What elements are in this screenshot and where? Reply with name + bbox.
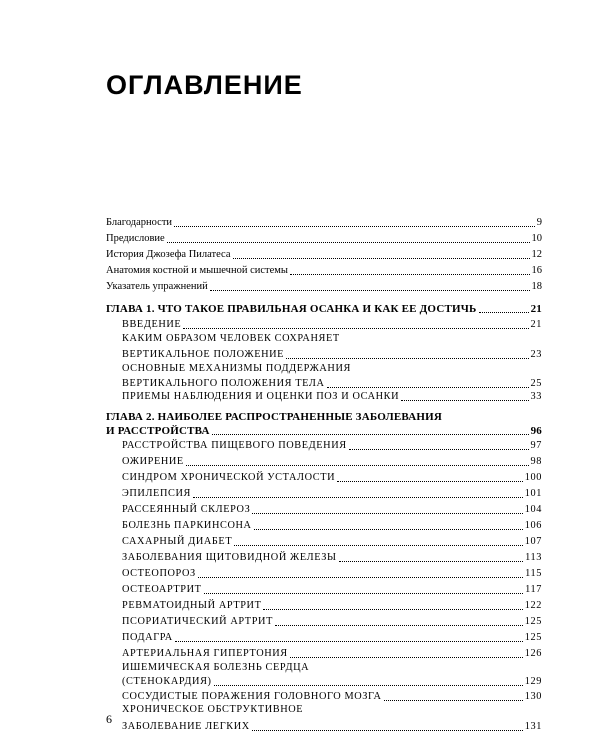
toc-section[interactable]: [122, 581, 542, 597]
chapter-title: И РАССТРОЙСТВА: [106, 425, 210, 437]
toc-section[interactable]: [122, 501, 542, 517]
toc-section-title: ПОДАГРА: [122, 632, 173, 643]
toc-page-number: 10: [531, 233, 542, 244]
page-title: ОГЛАВЛЕНИЕ: [106, 70, 303, 100]
leader-dots: [286, 357, 528, 359]
leader-dots: [275, 624, 523, 626]
leader-dots: [234, 544, 523, 546]
toc-entry-exercise-index[interactable]: [106, 278, 542, 294]
toc-page-number: 117: [525, 584, 542, 595]
toc-section-title: ОСТЕОАРТРИТ: [122, 584, 202, 595]
toc-section-title: (СТЕНОКАРДИЯ): [122, 676, 212, 687]
leader-dots: [252, 729, 523, 731]
toc-section-title: ОСТЕОПОРОЗ: [122, 568, 196, 579]
toc-page-number: 98: [530, 456, 542, 467]
toc-entry-preface[interactable]: [106, 230, 542, 246]
toc-page-number: 126: [524, 648, 542, 659]
toc-entry-anatomy[interactable]: [106, 262, 542, 278]
toc-section[interactable]: [122, 613, 542, 629]
toc-page-number: 21: [530, 303, 542, 315]
leader-dots: [198, 576, 523, 578]
toc-section-title-line1: ИШЕМИЧЕСКАЯ БОЛЕЗНЬ СЕРДЦА: [122, 662, 310, 673]
toc-section[interactable]: [122, 565, 542, 581]
toc-page-number: 125: [524, 632, 542, 643]
toc-section-title: ЗАБОЛЕВАНИЯ ЩИТОВИДНОЙ ЖЕЛЕЗЫ: [122, 552, 337, 563]
toc-page-number: 122: [524, 600, 542, 611]
leader-dots: [479, 311, 529, 313]
leader-dots: [212, 433, 529, 435]
toc-section-title: ВВЕДЕНИЕ: [122, 319, 182, 330]
toc-section-title: БОЛЕЗНЬ ПАРКИНСОНА: [122, 520, 252, 531]
toc-page-number: 16: [531, 265, 542, 276]
toc-section-title: ОЖИРЕНИЕ: [122, 456, 184, 467]
toc-page-number: 33: [530, 391, 542, 402]
toc-section-title: ПСОРИАТИЧЕСКИЙ АРТРИТ: [122, 616, 273, 627]
toc-section[interactable]: [122, 533, 542, 549]
toc-section[interactable]: [122, 517, 542, 533]
toc-section[interactable]: [122, 688, 542, 704]
toc-section[interactable]: [122, 673, 542, 689]
leader-dots: [174, 225, 535, 227]
toc-entry-history[interactable]: [106, 246, 542, 262]
leader-dots: [214, 684, 523, 686]
toc-section[interactable]: [122, 645, 542, 661]
leader-dots: [384, 699, 523, 701]
toc-page-number: 130: [524, 691, 542, 702]
leader-dots: [254, 528, 523, 530]
toc-section[interactable]: [122, 388, 542, 404]
toc-page-number: 21: [530, 319, 542, 330]
toc-section[interactable]: [122, 629, 542, 645]
toc-section-title: ВЕРТИКАЛЬНОЕ ПОЛОЖЕНИЕ: [122, 349, 285, 360]
toc-page-number: 9: [536, 217, 542, 228]
leader-dots: [252, 512, 522, 514]
toc-page-number: 115: [525, 568, 542, 579]
toc-section-title-line1: ОСНОВНЫЕ МЕХАНИЗМЫ ПОДДЕРЖАНИЯ: [122, 363, 351, 374]
toc-page-number: 100: [524, 472, 542, 483]
chapter-title-line1: ГЛАВА 2. НАИБОЛЕЕ РАСПРОСТРАНЕННЫЕ ЗАБОЛЕВАНИЯ: [106, 411, 443, 423]
leader-dots: [290, 656, 523, 658]
toc-page-number: 131: [524, 721, 542, 732]
leader-dots: [290, 273, 530, 275]
leader-dots: [167, 241, 530, 243]
toc-section[interactable]: [122, 346, 542, 362]
toc-page-number: 25: [530, 378, 542, 389]
page-number: 6: [106, 712, 112, 726]
leader-dots: [193, 496, 523, 498]
toc-page-number: 125: [524, 616, 542, 627]
toc-section-title: РЕВМАТОИДНЫЙ АРТРИТ: [122, 600, 262, 611]
toc-entry-title: Указатель упражнений: [106, 281, 208, 292]
toc-section-title: ПРИЕМЫ НАБЛЮДЕНИЯ И ОЦЕНКИ ПОЗ И ОСАНКИ: [122, 391, 400, 402]
toc-section[interactable]: [122, 469, 542, 485]
leader-dots: [349, 448, 529, 450]
toc-section-title: РАССЕЯННЫЙ СКЛЕРОЗ: [122, 504, 251, 515]
toc-section-title: ЗАБОЛЕВАНИЕ ЛЕГКИХ: [122, 721, 250, 732]
toc-section-title-line1: ХРОНИЧЕСКОЕ ОБСТРУКТИВНОЕ: [122, 704, 304, 715]
leader-dots: [186, 464, 529, 466]
toc-section-title: РАССТРОЙСТВА ПИЩЕВОГО ПОВЕДЕНИЯ: [122, 440, 347, 451]
chapter-title: ГЛАВА 1. ЧТО ТАКОЕ ПРАВИЛЬНАЯ ОСАНКА И КАК ЕЕ ДОСТИЧЬ: [106, 303, 477, 315]
toc-section-title: СОСУДИСТЫЕ ПОРАЖЕНИЯ ГОЛОВНОГО МОЗГА: [122, 691, 382, 702]
leader-dots: [263, 608, 522, 610]
toc-section[interactable]: [122, 316, 542, 332]
toc-section[interactable]: [122, 437, 542, 453]
toc-page-number: 96: [530, 425, 542, 437]
toc-section-title: ВЕРТИКАЛЬНОГО ПОЛОЖЕНИЯ ТЕЛА: [122, 378, 325, 389]
toc-page-number: 113: [525, 552, 542, 563]
toc-page-number: 104: [524, 504, 542, 515]
leader-dots: [337, 480, 523, 482]
toc-section-title: САХАРНЫЙ ДИАБЕТ: [122, 536, 233, 547]
leader-dots: [339, 560, 524, 562]
toc-page-number: 106: [524, 520, 542, 531]
toc-section-title: СИНДРОМ ХРОНИЧЕСКОЙ УСТАЛОСТИ: [122, 472, 336, 483]
toc-entry-title: Анатомия костной и мышечной системы: [106, 265, 288, 276]
toc-entry-title: Благодарности: [106, 217, 173, 228]
leader-dots: [401, 399, 528, 401]
leader-dots: [175, 640, 523, 642]
toc-page-number: 97: [530, 440, 542, 451]
toc-section[interactable]: [122, 597, 542, 613]
toc-page-number: 101: [524, 488, 542, 499]
toc-section-title: АРТЕРИАЛЬНАЯ ГИПЕРТОНИЯ: [122, 648, 288, 659]
toc-page-number: 107: [524, 536, 542, 547]
toc-entry-title: Предисловие: [106, 233, 165, 244]
leader-dots: [233, 257, 530, 259]
toc-section[interactable]: [122, 453, 542, 469]
toc-section-title: ЭПИЛЕПСИЯ: [122, 488, 191, 499]
toc-section[interactable]: [122, 485, 542, 501]
toc-entry-title: История Джозефа Пилатеса: [106, 249, 231, 260]
toc-page-number: 23: [530, 349, 542, 360]
toc-chapter-1[interactable]: [106, 300, 542, 316]
toc-section-title-line1: КАКИМ ОБРАЗОМ ЧЕЛОВЕК СОХРАНЯЕТ: [122, 333, 340, 344]
toc-entry-acknowledgements[interactable]: [106, 214, 542, 230]
toc-page-number: 18: [531, 281, 542, 292]
toc-chapter-2[interactable]: [106, 422, 542, 438]
toc-page-number: 12: [531, 249, 542, 260]
leader-dots: [183, 327, 528, 329]
toc-section[interactable]: [122, 718, 542, 734]
toc-page-number: 129: [524, 676, 542, 687]
leader-dots: [210, 289, 530, 291]
leader-dots: [204, 592, 524, 594]
toc-section[interactable]: [122, 549, 542, 565]
